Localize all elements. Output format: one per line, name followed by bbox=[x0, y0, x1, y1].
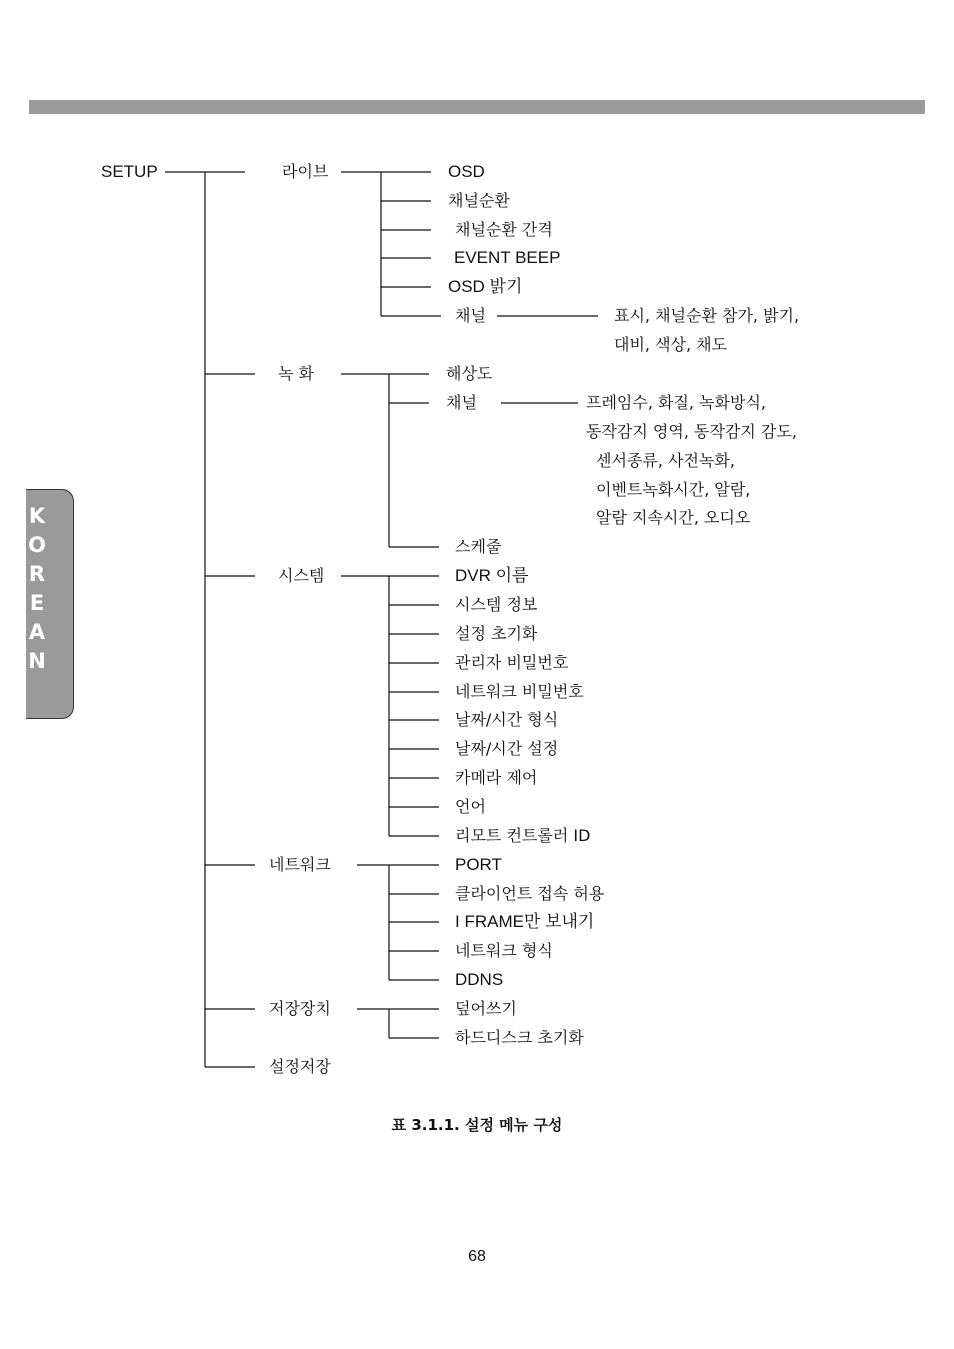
menu-system: 시스템 bbox=[278, 566, 325, 585]
record-channel-detail: 알람 지속시간, 오디오 bbox=[596, 508, 751, 527]
system-item-network-password: 네트워크 비밀번호 bbox=[455, 682, 584, 701]
menu-network: 네트워크 bbox=[269, 855, 331, 874]
network-item-iframe-only: I FRAME만 보내기 bbox=[455, 912, 595, 931]
storage-item-overwrite: 덮어쓰기 bbox=[455, 999, 517, 1018]
system-item-language: 언어 bbox=[455, 797, 486, 816]
system-item-system-info: 시스템 정보 bbox=[455, 595, 538, 614]
menu-save-settings: 설정저장 bbox=[269, 1057, 331, 1076]
system-item-dvr-name: DVR 이름 bbox=[455, 566, 529, 585]
system-item-camera-control: 카메라 제어 bbox=[455, 768, 538, 787]
page-number: 68 bbox=[468, 1248, 486, 1265]
live-item-osd: OSD bbox=[448, 162, 485, 181]
record-channel-detail: 프레임수, 화질, 녹화방식, bbox=[586, 393, 766, 412]
network-item-network-type: 네트워크 형식 bbox=[455, 941, 553, 960]
side-tab-letter: O bbox=[28, 533, 46, 557]
side-tab-letter: A bbox=[28, 620, 46, 644]
record-channel-detail: 이벤트녹화시간, 알람, bbox=[596, 480, 751, 499]
side-tab-letter: N bbox=[28, 649, 46, 673]
network-item-port: PORT bbox=[455, 855, 502, 874]
live-item-channel: 채널 bbox=[455, 306, 486, 325]
network-item-ddns: DDNS bbox=[455, 970, 504, 989]
menu-storage: 저장장치 bbox=[269, 999, 331, 1018]
system-item-reset-settings: 설정 초기화 bbox=[455, 624, 538, 643]
system-item-date-setting: 날짜/시간 설정 bbox=[455, 739, 559, 758]
side-tab-letter: E bbox=[29, 591, 45, 615]
side-tab-letter: R bbox=[28, 562, 46, 586]
system-item-admin-password: 관리자 비밀번호 bbox=[455, 653, 569, 672]
record-item-schedule: 스케줄 bbox=[455, 537, 502, 556]
menu-record: 녹 화 bbox=[278, 364, 314, 383]
figure-caption: 표 3.1.1. 설정 메뉴 구성 bbox=[391, 1116, 563, 1134]
system-item-date-format: 날짜/시간 형식 bbox=[455, 710, 559, 729]
live-item-channel-cycle: 채널순환 bbox=[448, 191, 510, 210]
system-item-remote-id: 리모트 컨트롤러 ID bbox=[455, 826, 591, 845]
menu-live: 라이브 bbox=[282, 162, 329, 181]
tree-root-setup: SETUP bbox=[101, 162, 158, 181]
storage-item-hdd-format: 하드디스크 초기화 bbox=[455, 1028, 584, 1047]
record-channel-detail: 센서종류, 사전녹화, bbox=[596, 451, 735, 470]
side-tab-letter: K bbox=[28, 504, 46, 528]
record-item-channel: 채널 bbox=[446, 393, 477, 412]
live-item-osd-brightness: OSD 밝기 bbox=[448, 277, 523, 296]
live-item-cycle-interval: 채널순환 간격 bbox=[455, 220, 553, 239]
live-channel-detail: 표시, 채널순환 참가, 밝기, bbox=[614, 306, 800, 325]
network-item-client-access: 클라이언트 접속 허용 bbox=[455, 884, 605, 903]
live-channel-detail: 대비, 색상, 채도 bbox=[614, 335, 728, 354]
live-item-event-beep: EVENT BEEP bbox=[454, 248, 561, 267]
record-item-resolution: 해상도 bbox=[446, 364, 493, 383]
record-channel-detail: 동작감지 영역, 동작감지 감도, bbox=[586, 422, 797, 441]
